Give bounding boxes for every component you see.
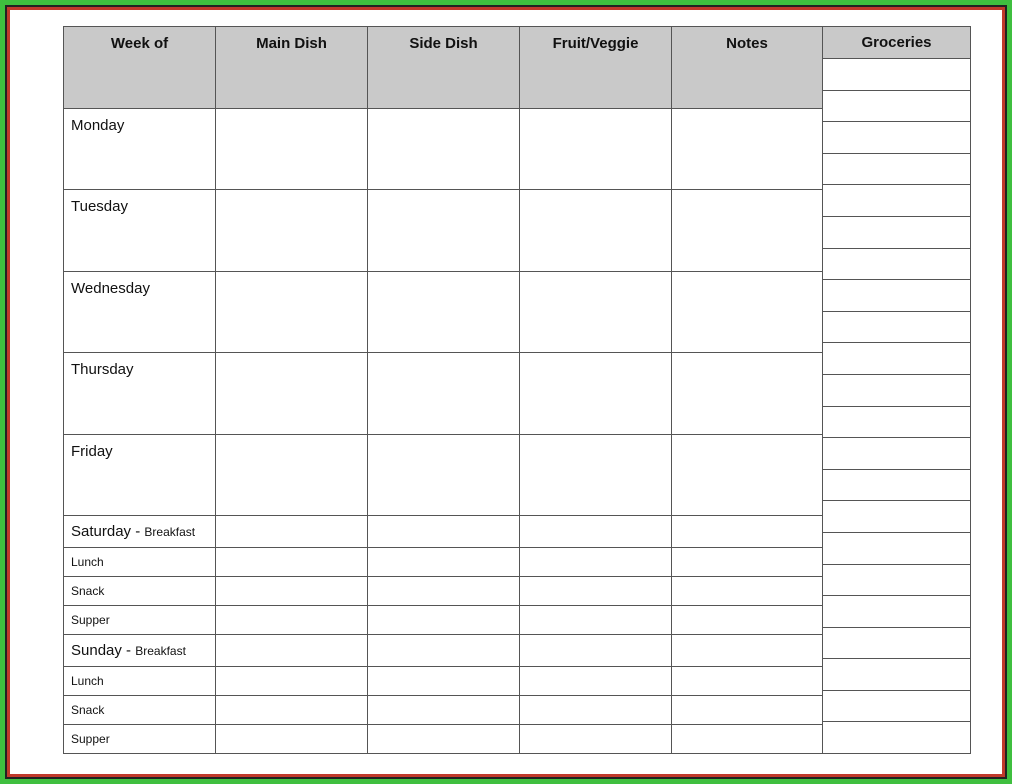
cell-fruit-veggie[interactable] — [520, 353, 672, 435]
header-row — [64, 27, 823, 109]
grocery-line[interactable] — [823, 248, 971, 280]
cell-main-dish[interactable] — [216, 606, 368, 635]
sunday-separator: - — [121, 642, 136, 659]
cell-main-dish[interactable] — [216, 435, 368, 516]
header-main-dish: Main Dish — [216, 27, 368, 109]
cell-side-dish[interactable] — [368, 109, 520, 190]
table-row-sunday-snack — [64, 696, 823, 725]
table-row-saturday-breakfast — [64, 516, 823, 548]
cell-notes[interactable] — [672, 548, 823, 577]
grocery-line[interactable] — [823, 438, 971, 470]
cell-side-dish[interactable] — [368, 635, 520, 667]
meal-planner-table — [63, 26, 823, 754]
table-row-wednesday — [64, 272, 823, 353]
cell-fruit-veggie[interactable] — [520, 109, 672, 190]
grocery-line[interactable] — [823, 311, 971, 343]
cell-main-dish[interactable] — [216, 548, 368, 577]
cell-notes[interactable] — [672, 353, 823, 435]
cell-fruit-veggie[interactable] — [520, 548, 672, 577]
cell-fruit-veggie[interactable] — [520, 272, 672, 353]
cell-fruit-veggie[interactable] — [520, 435, 672, 516]
saturday-breakfast-label — [64, 516, 216, 548]
cell-side-dish[interactable] — [368, 667, 520, 696]
cell-notes[interactable] — [672, 109, 823, 190]
cell-notes[interactable] — [672, 435, 823, 516]
cell-side-dish[interactable] — [368, 577, 520, 606]
cell-notes[interactable] — [672, 635, 823, 667]
grocery-line[interactable] — [823, 90, 971, 122]
header-fruit-veggie: Fruit/Veggie — [520, 27, 672, 109]
cell-main-dish[interactable] — [216, 696, 368, 725]
saturday-snack-label: Snack — [64, 577, 216, 606]
cell-fruit-veggie[interactable] — [520, 190, 672, 272]
table-row-friday — [64, 435, 823, 516]
cell-main-dish[interactable] — [216, 667, 368, 696]
cell-notes[interactable] — [672, 696, 823, 725]
cell-main-dish[interactable] — [216, 577, 368, 606]
grocery-line[interactable] — [823, 469, 971, 501]
cell-side-dish[interactable] — [368, 272, 520, 353]
cell-main-dish[interactable] — [216, 190, 368, 272]
cell-side-dish[interactable] — [368, 548, 520, 577]
day-label-tuesday: Tuesday — [64, 190, 216, 272]
saturday-breakfast-sublabel: Breakfast — [144, 525, 196, 539]
grocery-line[interactable] — [823, 690, 971, 722]
cell-main-dish[interactable] — [216, 725, 368, 754]
cell-notes[interactable] — [672, 190, 823, 272]
cell-fruit-veggie[interactable] — [520, 606, 672, 635]
cell-notes[interactable] — [672, 577, 823, 606]
day-label-monday: Monday — [64, 109, 216, 190]
sunday-breakfast-label — [64, 635, 216, 667]
sunday-breakfast-sublabel: Breakfast — [135, 644, 186, 658]
grocery-line[interactable] — [823, 564, 971, 596]
sunday-supper-label: Supper — [64, 725, 216, 754]
cell-notes[interactable] — [672, 606, 823, 635]
saturday-day-label: Saturday — [71, 523, 132, 540]
table-row-sunday-supper — [64, 725, 823, 754]
grocery-line[interactable] — [823, 596, 971, 628]
cell-main-dish[interactable] — [216, 516, 368, 548]
grocery-line[interactable] — [823, 59, 971, 91]
saturday-supper-label: Supper — [64, 606, 216, 635]
header-groceries: Groceries — [823, 27, 971, 59]
table-row-saturday-snack — [64, 577, 823, 606]
table-row-sunday-lunch — [64, 667, 823, 696]
saturday-separator: - — [131, 523, 145, 540]
day-label-wednesday: Wednesday — [64, 272, 216, 353]
table-row-monday — [64, 109, 823, 190]
cell-fruit-veggie[interactable] — [520, 516, 672, 548]
cell-side-dish[interactable] — [368, 696, 520, 725]
day-label-thursday: Thursday — [64, 353, 216, 435]
header-week-of: Week of — [64, 27, 216, 109]
grocery-line[interactable] — [823, 185, 971, 217]
grocery-line[interactable] — [823, 153, 971, 185]
cell-main-dish[interactable] — [216, 109, 368, 190]
cell-fruit-veggie[interactable] — [520, 667, 672, 696]
header-side-dish: Side Dish — [368, 27, 520, 109]
sunday-day-label: Sunday — [71, 642, 122, 659]
grocery-line[interactable] — [823, 374, 971, 406]
cell-side-dish[interactable] — [368, 435, 520, 516]
cell-side-dish[interactable] — [368, 190, 520, 272]
table-row-saturday-lunch — [64, 548, 823, 577]
cell-main-dish[interactable] — [216, 353, 368, 435]
cell-notes[interactable] — [672, 272, 823, 353]
grocery-line[interactable] — [823, 122, 971, 154]
grocery-line[interactable] — [823, 280, 971, 312]
cell-fruit-veggie[interactable] — [520, 725, 672, 754]
day-label-friday: Friday — [64, 435, 216, 516]
grocery-line[interactable] — [823, 406, 971, 438]
table-row-thursday — [64, 353, 823, 435]
cell-side-dish[interactable] — [368, 606, 520, 635]
cell-notes[interactable] — [672, 516, 823, 548]
sunday-lunch-label: Lunch — [64, 667, 216, 696]
table-row-sunday-breakfast — [64, 635, 823, 667]
saturday-lunch-label: Lunch — [64, 548, 216, 577]
cell-notes[interactable] — [672, 725, 823, 754]
cell-notes[interactable] — [672, 667, 823, 696]
grocery-line[interactable] — [823, 216, 971, 248]
grocery-line[interactable] — [823, 722, 971, 754]
grocery-line[interactable] — [823, 501, 971, 533]
table-row-tuesday — [64, 190, 823, 272]
sunday-snack-label: Snack — [64, 696, 216, 725]
cell-fruit-veggie[interactable] — [520, 696, 672, 725]
groceries-table — [822, 26, 971, 754]
header-notes: Notes — [672, 27, 823, 109]
cell-side-dish[interactable] — [368, 725, 520, 754]
cell-side-dish[interactable] — [368, 516, 520, 548]
cell-side-dish[interactable] — [368, 353, 520, 435]
grocery-line[interactable] — [823, 343, 971, 375]
cell-main-dish[interactable] — [216, 635, 368, 667]
cell-fruit-veggie[interactable] — [520, 577, 672, 606]
cell-main-dish[interactable] — [216, 272, 368, 353]
table-row-saturday-supper — [64, 606, 823, 635]
cell-fruit-veggie[interactable] — [520, 635, 672, 667]
grocery-line[interactable] — [823, 532, 971, 564]
grocery-line[interactable] — [823, 659, 971, 691]
grocery-line[interactable] — [823, 627, 971, 659]
